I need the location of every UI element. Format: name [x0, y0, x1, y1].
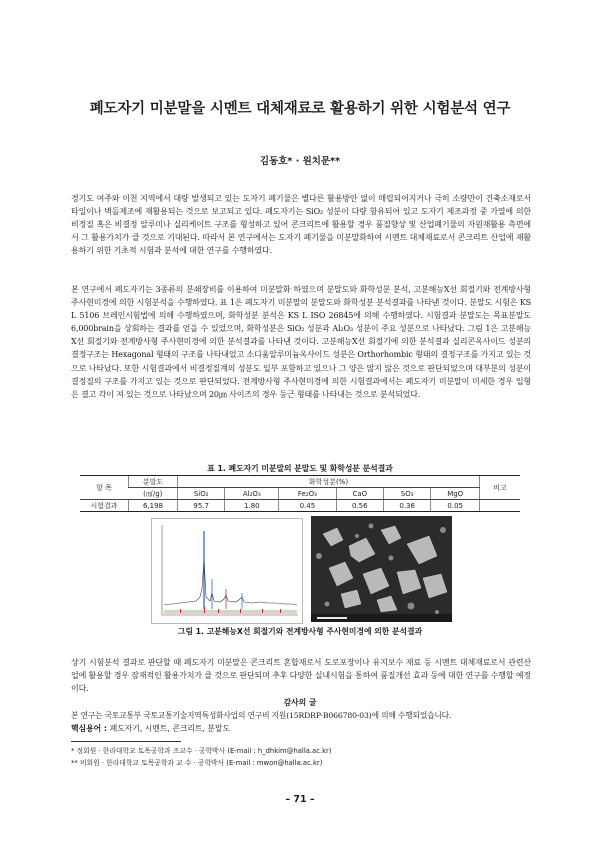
- body-paragraph-1: 경기도 여주와 이천 지역에서 대량 발생되고 있는 도자기 폐기물은 별다른 활용방안 없이 매립되어지거나 극히 소량만이 건축소재로서 타일이나 벽돌제조에 재활용되는 것으로 보고되고 있다. 폐도자기는 SiO₂ 성분이 다량 함유되어 있고 도자기 제조과정 중 가열에 의한 비정질 혹은 비결정 알루미나 실리케이트 구조를 형성하고 있어 콘크리트에 활용할 경우 품질향상 및 산업폐기물의 자원재활용 측면에서 그 활용가치가 클 것으로 기대된다. 따라서 본 연구에서는 도자기 폐기물을 미분말화하여 시멘트 대체재료로서 콘크리트 산업에 재활용하기 위한 기초적 시험과 분석에 대한 연구를 수행하였다.: [71, 194, 531, 256]
- footnote-divider: [71, 741, 181, 742]
- header-fineness: 분말도: [129, 476, 178, 488]
- body-paragraph-3: 상기 시험분석 결과로 판단할 때 폐도자기 미분말은 콘크리트 혼합재로서 도로포장이나 유지보수 재료 등 시멘트 대체재료로서 관련산업에 활용할 경우 잠재적인 활용가치가 클 것으로 판단되며 추후 다양한 실내시험을 통하여 품질개선 효과 등에 대한 연구를 수행할 예정이다.: [71, 658, 531, 694]
- row-label: 시험결과: [80, 500, 129, 512]
- keywords: [71, 723, 230, 734]
- figure-caption: 그림 1. 고분해능X선 회절기와 전계방사형 주사현미경에 의한 분석결과: [177, 627, 423, 636]
- header-chemical: 화학성분(%): [178, 476, 480, 488]
- sem-graphic: [311, 516, 452, 622]
- table-cell: 0.45: [279, 500, 336, 512]
- header-compound: CaO: [336, 488, 383, 500]
- table-cell: 95.7: [178, 500, 225, 512]
- header-compound: SO₃: [383, 488, 430, 500]
- body-paragraph-2: 본 연구에서 폐도자기는 3종류의 분쇄장비를 이용하여 미분말화 하였으며 분말도와 화학성분 분석, 고분해능X선 회절기와 전계방사형 주사현미경에 의한 시험분석을 수행하였다. 표 1은 폐도자기 미분말의 분말도와 화학성분 분석결과를 나타낸 것이다. 분말도 시험은 KS L 5106 브레인시험법에 의해 수행하였으며, 화학성분 분석은 KS L ISO 26845에 의해 수행하였다. 시험결과 분말도는 목표분말도 6,000brain을 상회하는 결과를 얻을 수 있었으며, 화학성분은 SiO₂ 성분과 Al₂O₃ 성분이 주요 성분으로 나타났다. 그림 1은 고분해능 X선 회절기와 전계방사형 주사현미경에 의한 분석결과를 나타낸 것이다. 고분해능X선 회절기에 의한 분석결과 실리콘옥사이드 성분의 결정구조는 Hexagonal 형태의 구조를 나타내었고 소디움알루미늄옥사이드 성분은 Orthorhombic 형태의 결정구조를 가지고 있는 것으로 나타났다. 또한 시험결과에서 비결정질계의 성분도 일부 포함하고 있으나 그 양은 많지 않은 것으로 판단되었으며 대부분의 성분이 결정질의 구조를 가지고 있는 것으로 판단되었다. 전계방사형 주사현미경에 의한 시험결과에서는 폐도자기 미분말이 미세한 경우 입형은 결고 각이 져 있는 것으로 나타났으며 20㎛ 사이즈의 경우 등근 형태를 나타내는 것으로 분석되었다.: [71, 285, 531, 399]
- footnote-1: * 정회원 · 한라대학교 토목공학과 조교수 · 공학박사 (E-mail : h_dhkim@halla.ac.kr): [71, 747, 332, 755]
- keywords-label: 핵심용어 :: [71, 724, 107, 733]
- table-cell: 0.56: [336, 500, 383, 512]
- table-cell: 0.36: [383, 500, 430, 512]
- header-compound: SiO₂: [178, 488, 225, 500]
- header-item: 항 목: [80, 476, 129, 500]
- header-compound: Fe₂O₃: [279, 488, 336, 500]
- xrd-pattern-image: [151, 518, 303, 624]
- acknowledgment-text: 본 연구는 국토교통부 국토교통기술지역특성화사업의 연구비 지원(15RDRP-B066780-03)에 의해 수행되었습니다.: [71, 711, 452, 720]
- footnote-2: ** 비회원 · 한라대학교 토목공학과 교 수 · 공학박사 (E-mail : mwon@halla.ac.kr): [71, 759, 323, 767]
- header-note: 비고: [480, 476, 521, 500]
- table-cell: [480, 500, 521, 512]
- table-cell: 0.05: [431, 500, 480, 512]
- paper-title: 폐도자기 미분말을 시멘트 대체재료로 활용하기 위한 시험분석 연구: [89, 101, 511, 117]
- sem-micrograph-image: [311, 516, 452, 622]
- table-caption: 표 1. 폐도자기 미분말의 분말도 및 화학성분 분석결과: [207, 464, 393, 473]
- table-cell: 1.80: [225, 500, 279, 512]
- header-compound: Al₂O₃: [225, 488, 279, 500]
- analysis-table: [80, 475, 520, 512]
- table-cell: 6,198: [129, 500, 178, 512]
- xrd-plot-graphic: [152, 519, 302, 623]
- author-line: 김동호* · 원치문**: [259, 156, 341, 167]
- header-fineness-unit: (㎠/g): [129, 488, 178, 500]
- keywords-value: 폐도자기, 시멘트, 콘크리트, 분말도: [109, 724, 231, 733]
- page-number: – 71 –: [285, 794, 315, 805]
- acknowledgment-title: 감사의 글: [283, 698, 317, 707]
- header-compound: MgO: [431, 488, 480, 500]
